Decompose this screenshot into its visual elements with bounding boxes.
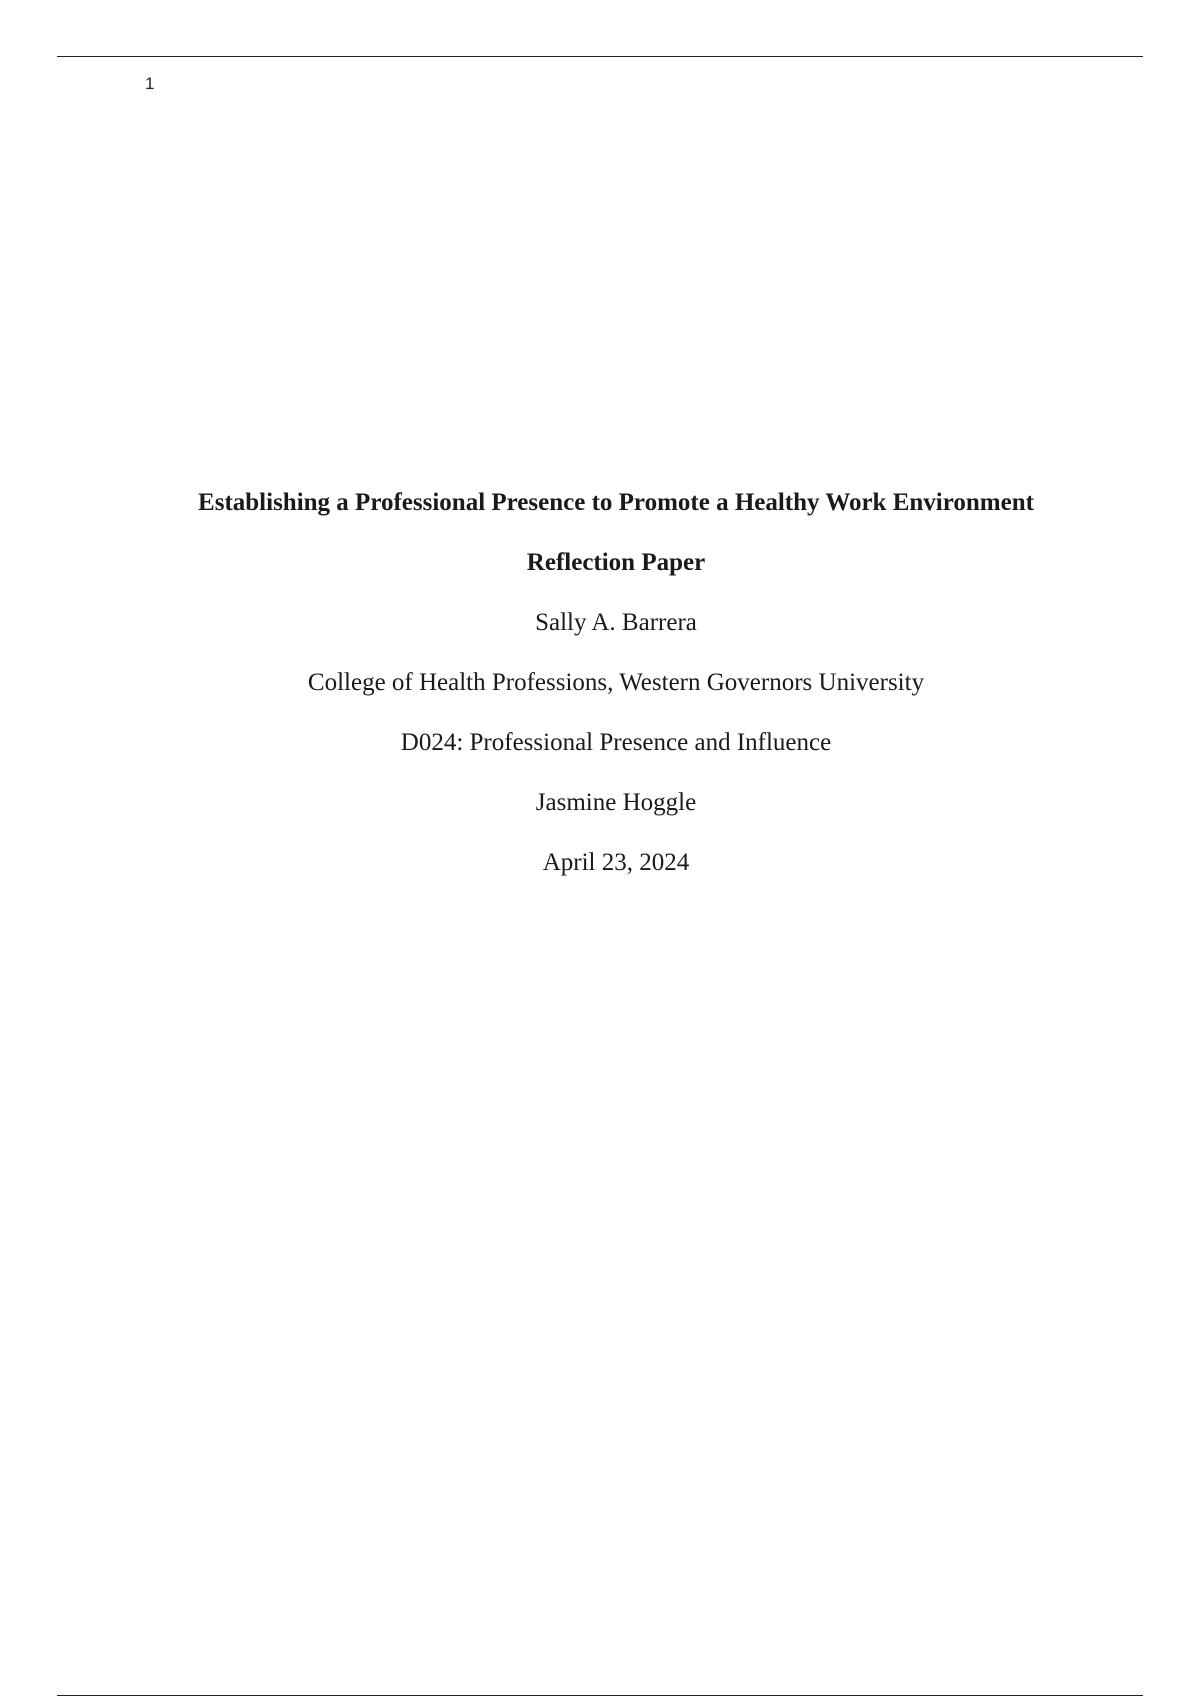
paper-subtitle: Reflection Paper <box>526 549 706 576</box>
institution-name: College of Health Professions, Western Governors University <box>307 669 925 696</box>
author-name: Sally A. Barrera <box>535 609 697 636</box>
instructor-name: Jasmine Hoggle <box>535 789 697 816</box>
page-number: 1 <box>145 74 155 93</box>
paper-title: Establishing a Professional Presence to Promote a Healthy Work Environment <box>198 489 1034 516</box>
header-rule <box>57 56 1143 57</box>
submission-date: April 23, 2024 <box>542 849 690 876</box>
footer-rule <box>57 1695 1143 1696</box>
course-name: D024: Professional Presence and Influence <box>400 729 832 756</box>
title-page-block <box>0 488 1200 908</box>
